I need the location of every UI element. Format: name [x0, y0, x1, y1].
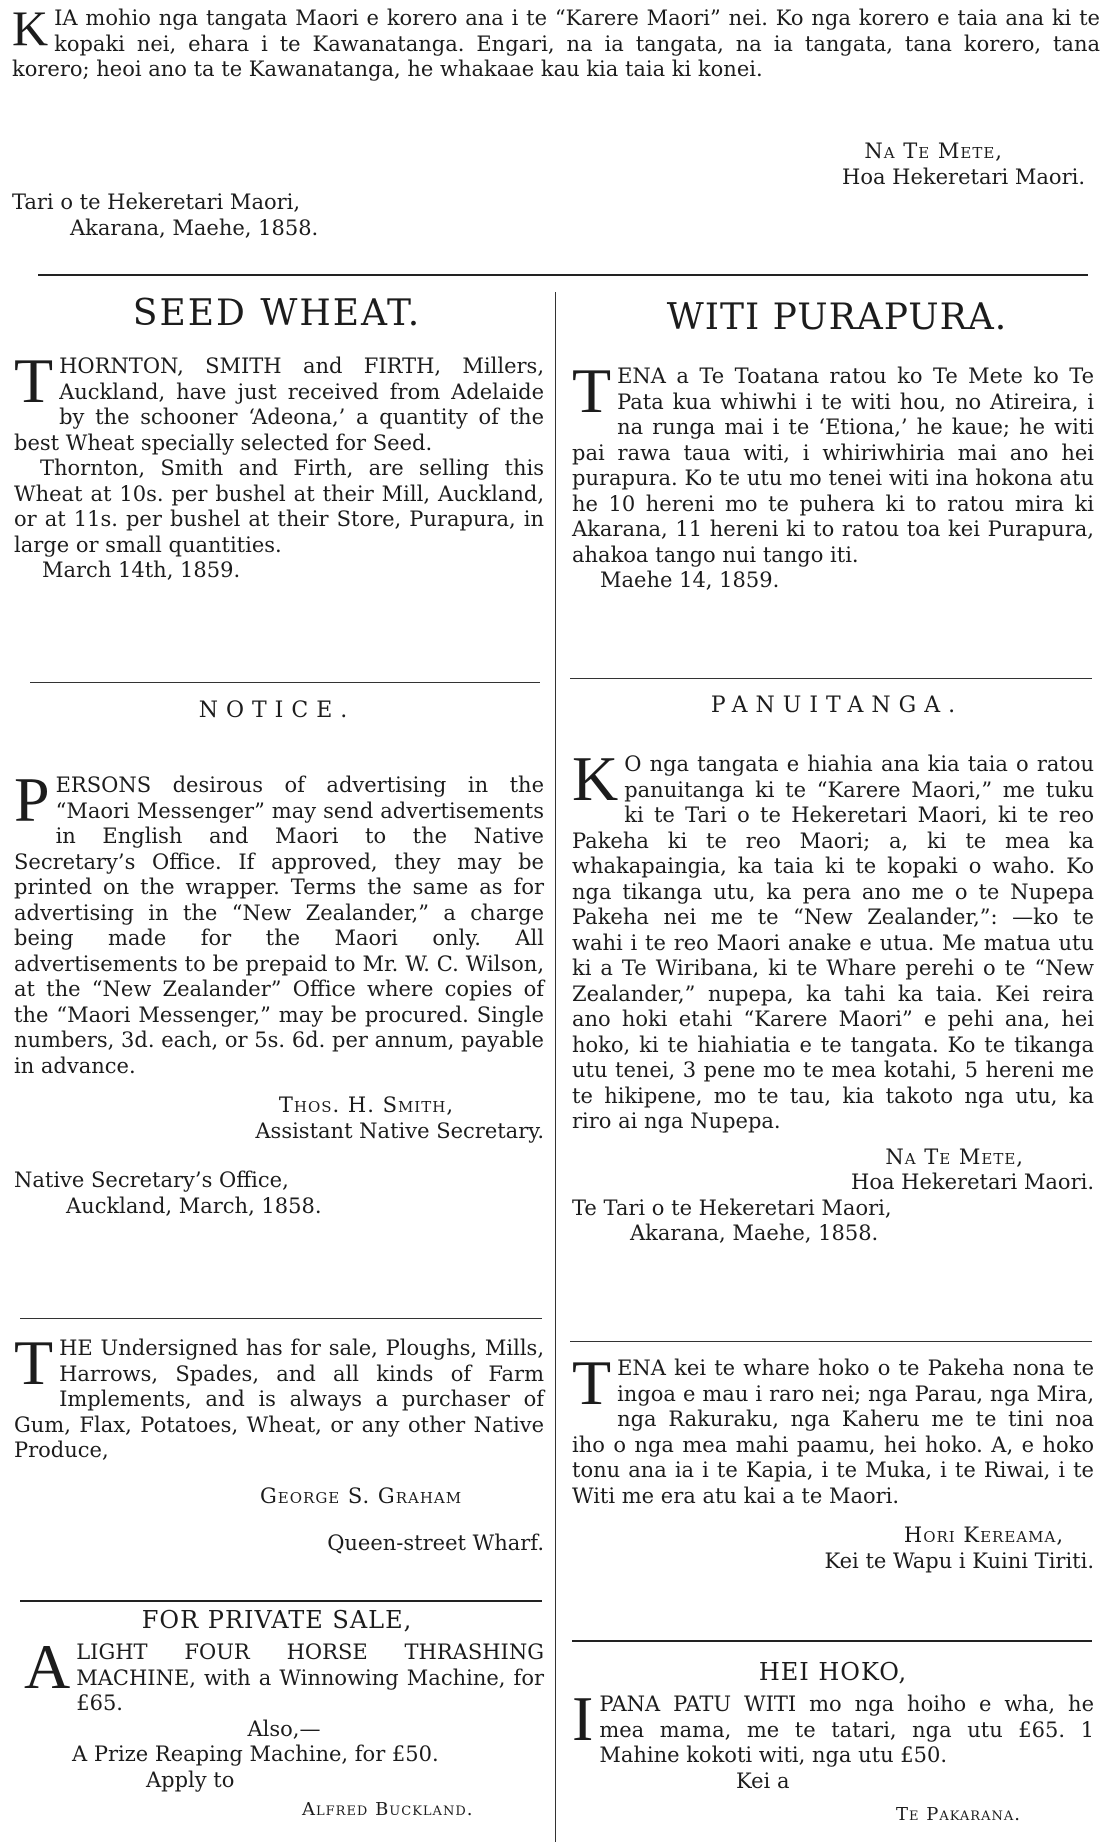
advertiser-name: Te Pakarana. — [896, 1804, 1021, 1825]
heading-panuitanga: PANUITANGA. — [710, 693, 964, 718]
drop-cap: K — [12, 0, 49, 56]
advert-witi-purapura — [572, 355, 1094, 594]
advert-date: Maehe 14, 1859. — [600, 568, 780, 592]
place-line: Tari o te Hekeretari Maori, — [12, 190, 301, 214]
advert-hei-hoko — [572, 1683, 1094, 1828]
drop-cap: T — [14, 1327, 54, 1398]
top-notice — [12, 0, 1100, 83]
place-line: Native Secretary’s Office, — [14, 1168, 289, 1192]
signature-title: Hoa Hekeretari Maori. — [842, 164, 1085, 189]
advert-paragraph: THORNTON, SMITH and FIRTH, Millers, Auckland, have just received from Adelaide by the schooner ‘Adeona,’ a quantity of the best Wheat specially selected for Seed. — [14, 345, 544, 455]
advert-tena — [572, 1347, 1094, 1574]
signature-name: Thos. H. Smith, — [278, 1093, 454, 1117]
signature-title: Assistant Native Secretary. — [255, 1118, 544, 1143]
heading-hei-hoko: HEI HOKO, — [758, 1658, 908, 1686]
drop-cap: T — [14, 345, 54, 416]
advertiser-place: Queen-street Wharf. — [327, 1531, 544, 1555]
drop-cap: T — [572, 355, 612, 426]
advert-paragraph: PERSONS desirous of advertising in the “Maori Messenger” may send advertisements in English and Maori to the Native Secretary’s Office. If approved, they may be printed on the wrapper. Terms the same as for advertising in the “New Zealander,” a charge being made for the Maori only. All advertisements to be prepaid to Mr. W. C. Wilson, at the “New Zealander” Office where copies of the “Maori Messenger,” may be procured. Single numbers, 3d. each, or 5s. 6d. per annum, payable in advance. — [14, 764, 544, 1078]
advert-notice — [14, 764, 544, 1219]
advert-date: March 14th, 1859. — [42, 558, 241, 582]
drop-cap: I — [572, 1683, 594, 1754]
advert-paragraph: IPANA PATU WITI mo nga hoiho e wha, he mea mama, me te tatari, nga utu £65. 1 Mahine kokoti witi, nga utu £50. — [572, 1683, 1094, 1767]
divider — [570, 678, 1092, 679]
divider — [30, 682, 540, 683]
advert-paragraph: TENA kei te whare hoko o te Pakeha nona te ingoa e mau i raro nei; nga Parau, nga Mira, nga Rakuraku, nga Kaheru me te tini noa iho o nga mea mahi paamu, hei hoko. A, e hoko tonu ana ia i te Kapia, i te Muka, i te Riwai, i te Witi me era atu kai a te Maori. — [572, 1347, 1094, 1508]
heading-private-sale: FOR PRIVATE SALE, — [141, 1606, 413, 1634]
divider — [20, 1318, 542, 1319]
divider — [570, 1341, 1092, 1342]
place-line: Auckland, March, 1858. — [66, 1193, 322, 1218]
top-signature — [600, 139, 1085, 190]
signature-title: Hoa Hekeretari Maori. — [851, 1170, 1094, 1194]
signature-place: Kei te Wapu i Kuini Tiriti. — [824, 1548, 1094, 1573]
advertiser-name: Alfred Buckland. — [302, 1799, 474, 1820]
advert-also: Also,— — [247, 1716, 321, 1741]
advert-paragraph: A Prize Reaping Machine, for £50. — [72, 1742, 439, 1766]
signature-name: Na Te Mete, — [864, 139, 1003, 163]
top-place — [12, 190, 512, 241]
drop-cap: A — [24, 1631, 71, 1702]
place-line: Akarana, Maehe, 1858. — [630, 1221, 879, 1245]
divider — [20, 1600, 542, 1602]
advert-seed-wheat — [14, 345, 544, 584]
advert-paragraph: ALIGHT FOUR HORSE THRASHING MACHINE, with a Winnowing Machine, for £65. — [24, 1631, 544, 1715]
signature-name: Na Te Mete, — [885, 1144, 1024, 1169]
drop-cap: P — [14, 764, 50, 835]
column-divider — [555, 292, 556, 1842]
place-line: Akarana, Maehe, 1858. — [70, 215, 319, 240]
advert-paragraph: K O nga tangata e hiahia ana kia taia o ratou panuitanga ki te “Karere Maori,” me tuku ki te Tari o te Hekeretari Maori, ki te reo Pakeha ki te reo Maori; a, ki te mea ka whakapaingia, ka taia ki te kopaki o waho. Ko nga tikanga utu, ka pera ano me o te Nupepa Pakeha nei me te “New Zealander,”: —ko te wahi i te reo Maori anake e utua. Me matua utu ki a Te Wiribana, ki te Whare perehi o te “New Zealander,” nupepa, ka tahi ka taia. Kei reira ano hoki etahi “Karere Maori” e pehi ana, hei hoko, ki te hiahiatia e te tangata. Ko te tikanga utu tenei, 3 pene mo te mea kotahi, 5 hereni me te hikipene, mo te tau, kia takoto nga utu, ka riro ai nga Nupepa. — [572, 743, 1094, 1133]
signature-name: Hori Kereama, — [903, 1523, 1064, 1547]
heading-witi-purapura: WITI PURAPURA. — [666, 297, 1008, 338]
advert-panuitanga — [572, 743, 1094, 1247]
advert-kei: Kei a — [736, 1768, 790, 1793]
divider — [38, 274, 1088, 276]
drop-cap: T — [572, 1347, 612, 1418]
advert-graham — [14, 1327, 544, 1557]
advert-apply: Apply to — [146, 1767, 235, 1792]
place-line: Te Tari o te Hekeretari Maori, — [572, 1195, 892, 1220]
advert-paragraph: TENA a Te Toatana ratou ko Te Mete ko Te Pata kua whiwhi i te witi hou, no Atireira, i na runga mai i te ‘Etiona,’ he kaue; he witi pai rawa taua witi, i whiriwhiria mai ano hei purapura. Ko te utu mo tenei witi ina hokona atu he 10 hereni mo te puhera ki to ratou mira ki Akarana, 11 hereni ki to ratou toa kei Purapura, ahakoa tango nui tango iti. — [572, 355, 1094, 567]
divider — [572, 1640, 1092, 1642]
advert-paragraph: THE Undersigned has for sale, Ploughs, Mills, Harrows, Spades, and all kinds of Farm Implements, and is always a purchaser of Gum, Flax, Potatoes, Wheat, or any other Native Produce, — [14, 1327, 544, 1462]
heading-notice: NOTICE. — [198, 698, 356, 723]
top-notice-body: KIA mohio nga tangata Maori e korero ana i te “Karere Maori” nei. Ko nga korero e taia ana ki te kopaki nei, ehara i te Kawanatanga. Engari, na ia tangata, na ia tangata, tana korero, tana korero; heoi ano ta te Kawanatanga, he whakaae kau kia taia ki konei. — [12, 0, 1100, 81]
advert-paragraph: Thornton, Smith and Firth, are selling this Wheat at 10s. per bushel at their Mill, Auckland, or at 11s. per bushel at their Store, Purapura, in large or small quantities. — [14, 456, 544, 557]
heading-seed-wheat: SEED WHEAT. — [132, 293, 422, 334]
advertiser-name: George S. Graham — [260, 1483, 463, 1508]
drop-cap: K — [572, 743, 619, 814]
advert-private-sale — [24, 1631, 544, 1823]
